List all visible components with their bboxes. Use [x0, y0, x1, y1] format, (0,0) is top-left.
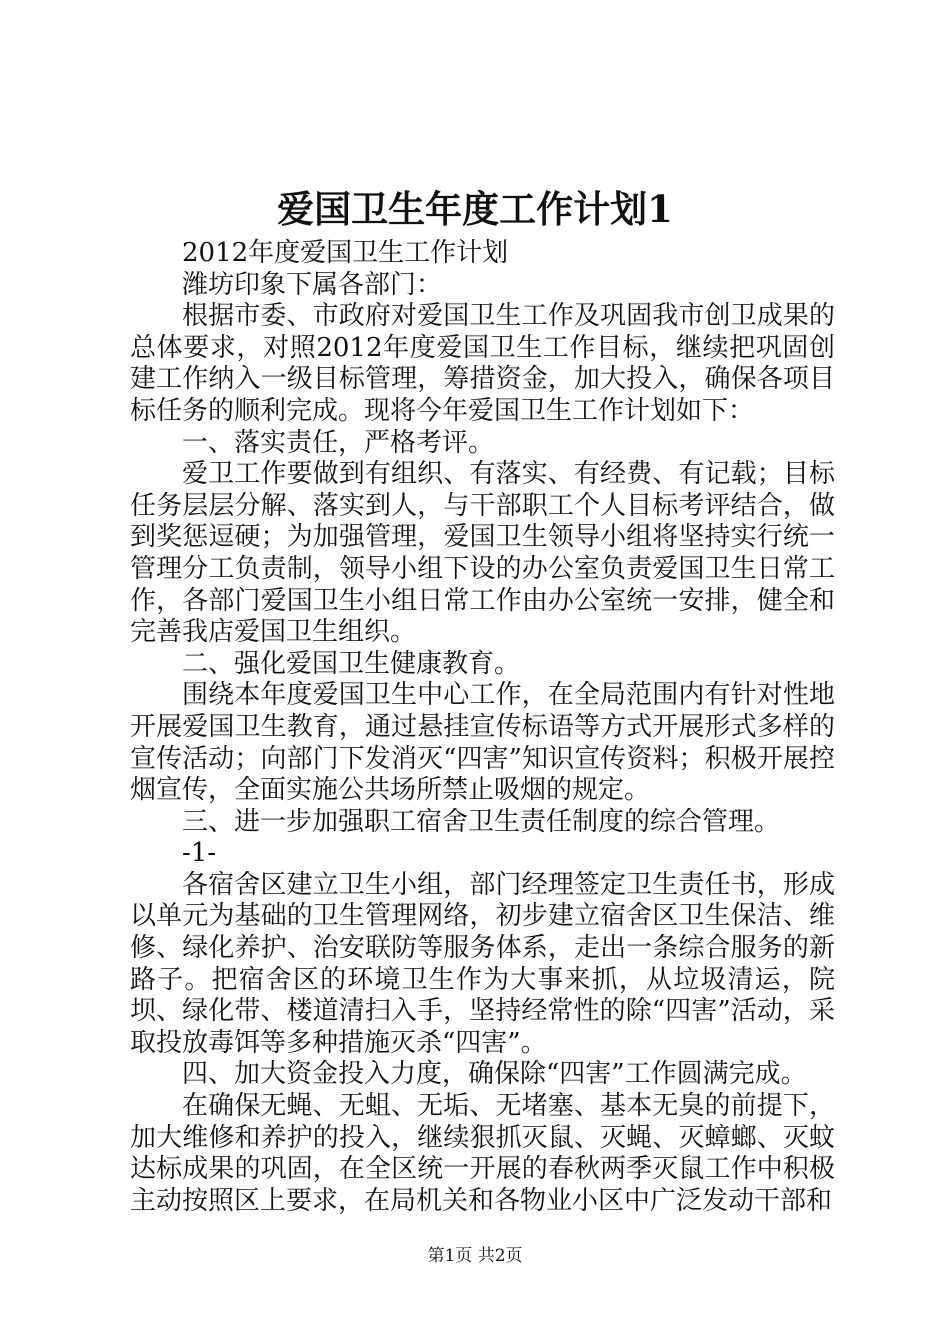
document-body — [130, 238, 835, 1217]
document-title: 爱国卫生年度工作计划1 — [277, 187, 673, 231]
intro-paragraph: 根据市委、市政府对爱国卫生工作及巩固我市创卫成果的总体要求，对照2012年度爱国卫生工作目标，继续把巩固创建工作纳入一级目标管理，筹措资金，加大投入，确保各项目标任务的顺利完成。现将今年爱国卫生工作计划如下： — [130, 301, 835, 426]
section-body-2: 围绕本年度爱国卫生中心工作，在全局范围内有针对性地开展爱国卫生教育，通过悬挂宣传标语等方式开展形式多样的宣传活动；向部门下发消灭“四害”知识宣传资料；积极开展控烟宣传，全面实施公共场所禁止吸烟的规定。 — [130, 680, 835, 806]
section-body-1: 爱卫工作要做到有组织、有落实、有经费、有记载；目标任务层层分解、落实到人，与干部职工个人目标考评结合，做到奖惩逗硬；为加强管理，爱国卫生领导小组将坚持实行统一管理分工负责制，领导小组下设的办公室负责爱国卫生日常工作，各部门爱国卫生小组日常工作由办公室统一安排，健全和完善我店爱国卫生组织。 — [130, 459, 835, 648]
page-footer: 第1页 共2页 — [427, 1246, 523, 1266]
inline-page-marker: -1- — [182, 838, 217, 869]
section-heading-3: 三、进一步加强职工宿舍卫生责任制度的综合管理。 — [182, 806, 781, 837]
section-body-4: 在确保无蝇、无蛆、无垢、无堵塞、基本无臭的前提下，加大维修和养护的投入，继续狠抓灭鼠、灭蝇、灭蟑螂、灭蚊达标成果的巩固，在全区统一开展的春秋两季灭鼠工作中积极主动按照区上要求，在局机关和各物业小区中广泛发动干部和 — [130, 1091, 835, 1216]
plan-heading: 2012年度爱国卫生工作计划 — [182, 238, 509, 268]
salutation: 潍坊印象下属各部门： — [182, 269, 443, 300]
section-heading-2: 二、强化爱国卫生健康教育。 — [182, 648, 521, 679]
section-heading-1: 一、落实责任，严格考评。 — [182, 427, 495, 458]
section-body-3: 各宿舍区建立卫生小组，部门经理签定卫生责任书，形成以单元为基础的卫生管理网络，初步建立宿舍区卫生保洁、维修、绿化养护、治安联防等服务体系，走出一条综合服务的新路子。把宿舍区的环境卫生作为大事来抓，从垃圾清运，院坝、绿化带、楼道清扫入手，坚持经常性的除“四害”活动，采取投放毒饵等多种措施灭杀“四害”。 — [130, 869, 835, 1058]
section-heading-4: 四、加大资金投入力度，确保除“四害”工作圆满完成。 — [182, 1059, 807, 1090]
